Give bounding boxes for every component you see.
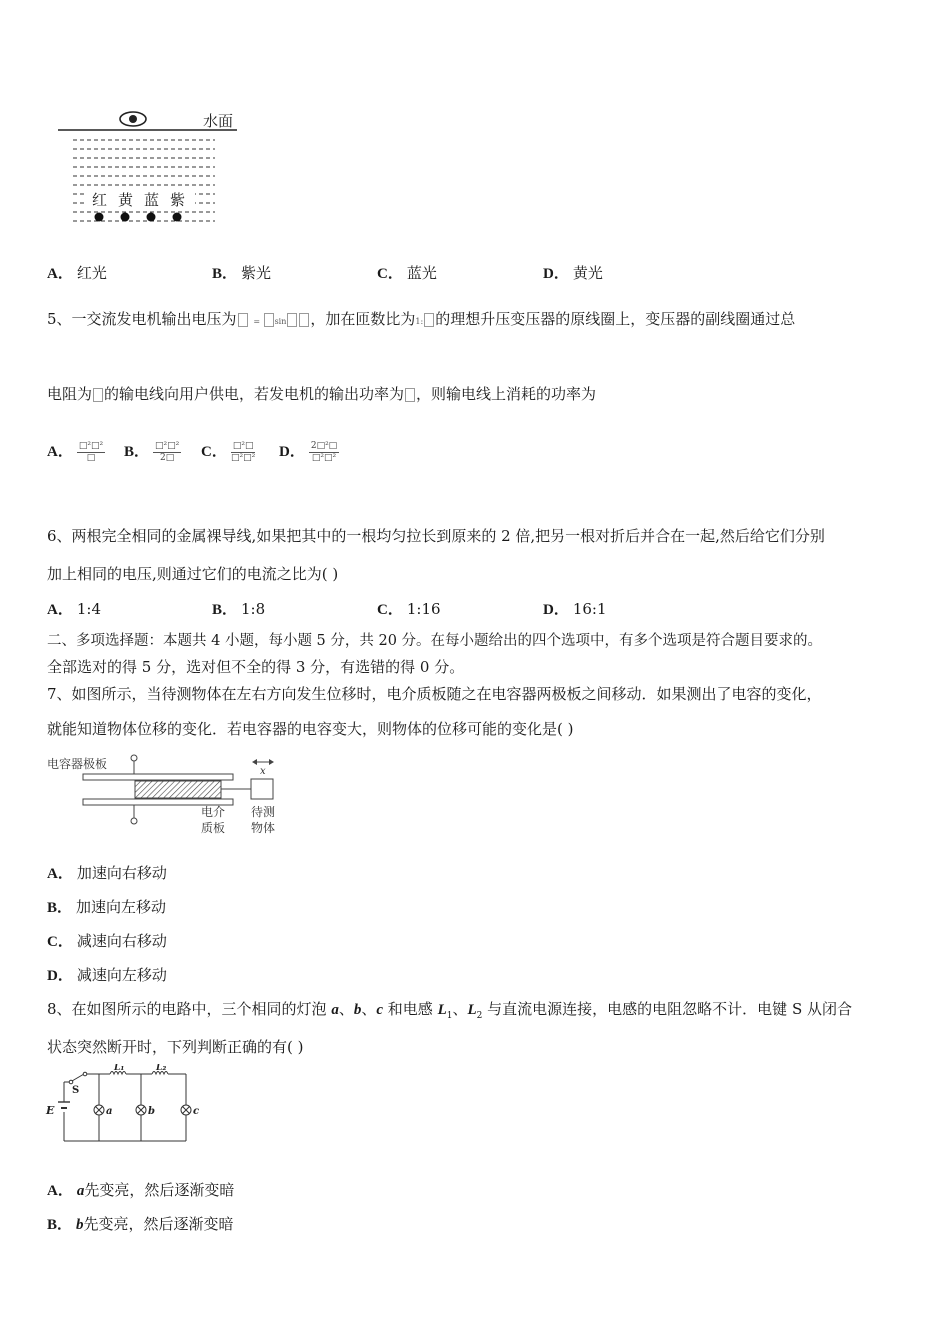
inductor-l1-label: L₁ — [114, 1064, 125, 1073]
q7-option-b[interactable]: B． 加速向左移动 — [47, 898, 167, 916]
source-e-label: E — [46, 1104, 55, 1117]
q6-option-a[interactable]: A． 1:4 — [47, 600, 101, 618]
q5-option-a[interactable]: A． $\frac{\text{□²□²}}{□}$ — [47, 440, 104, 463]
water-surface-figure — [55, 105, 245, 230]
capacitor-plate-label: 电容器极板 — [47, 757, 108, 771]
circuit-figure — [44, 1064, 214, 1146]
bulb-a-label: a — [106, 1106, 113, 1117]
q8-line-2: 状态突然断开时，下列判断正确的有( ) — [47, 1038, 304, 1056]
q4-option-a[interactable]: A． 红光 — [47, 264, 107, 282]
q5-line-2: 电阻为 的输电线向用户供电，若发电机的输出功率为 ，则输电线上消耗的功率为 — [47, 385, 597, 403]
object-label-2: 物体 — [251, 821, 276, 835]
section2-line-1: 二、多项选择题：本题共 4 小题，每小题 5 分，共 20 分。在每小题给出的四个选项中，有多个选项是符合题目要求的。 — [47, 633, 823, 649]
q4-option-d[interactable]: D． 黄光 — [543, 264, 603, 282]
inductor-l2-label: L₂ — [156, 1064, 167, 1073]
color-label-blue: 蓝 — [144, 191, 160, 209]
q4-option-c[interactable]: C． 蓝光 — [377, 264, 437, 282]
q4-option-b[interactable]: B． 紫光 — [212, 264, 272, 282]
q7-option-d[interactable]: D． 减速向左移动 — [47, 966, 167, 984]
q7-line-1: 7、如图所示，当待测物体在左右方向发生位移时，电介质板随之在电容器两极板之间移动．如果测出了电容的变化， — [47, 685, 822, 703]
bulb-b-icon — [136, 1105, 146, 1115]
q6-line-1: 6、两根完全相同的金属裸导线,如果把其中的一根均匀拉长到原来的 2 倍,把另一根对折后并合在一起,然后给它们分别 — [47, 527, 825, 545]
section2-line-2: 全部选对的得 5 分，选对但不全的得 3 分，有选错的得 0 分。 — [47, 658, 465, 676]
q8-option-a[interactable]: A． a先变亮，然后逐渐变暗 — [47, 1181, 235, 1199]
q8-option-b[interactable]: B． b先变亮，然后逐渐变暗 — [47, 1215, 234, 1233]
q5-option-c-formula: $\frac{\text{□²□}}{\text{□²□²}}$ — [231, 440, 256, 463]
q7-option-a[interactable]: A． 加速向右移动 — [47, 864, 167, 882]
q5-line-1: 5、一交流发电机输出电压为 = sin ，加在匝数比为1: 的理想升压变压器的原线圈上，变压器的副线圈通过总 — [47, 310, 796, 328]
q6-option-c[interactable]: C． 1:16 — [377, 600, 441, 618]
color-label-yellow: 黄 — [118, 191, 134, 209]
capacitor-figure — [45, 752, 290, 840]
q6-option-b[interactable]: B． 1:8 — [212, 600, 266, 618]
q5-option-a-formula: $\frac{\text{□²□²}}{□}$ — [78, 440, 104, 463]
dielectric-label-1: 电介 — [201, 805, 226, 819]
q7-line-2: 就能知道物体位移的变化．若电容器的电容变大，则物体的位移可能的变化是( ) — [47, 720, 574, 738]
q5-option-c[interactable]: C． $\frac{\text{□²□}}{\text{□²□²}}$ — [201, 440, 256, 463]
bulb-c-label: c — [193, 1106, 200, 1117]
water-surface-label: 水面 — [203, 112, 234, 130]
object-label-1: 待测 — [251, 805, 276, 819]
q5-option-d-formula: $\frac{\text{2□²□}}{\text{□²□²}}$ — [310, 440, 338, 463]
q5-option-d[interactable]: D． $\frac{\text{2□²□}}{\text{□²□²}}$ — [279, 440, 338, 463]
q8-line-1: 8、在如图所示的电路中，三个相同的灯泡 a、b、c 和电感 $L_1$、$L_2$ 与直流电源连接，电感的电阻忽略不计．电键 S 从闭合 — [47, 1000, 852, 1021]
displacement-x-label: x — [260, 766, 266, 777]
q5-option-b-formula: $\frac{\text{□²□²}}{2□}$ — [155, 440, 180, 463]
q5-option-b[interactable]: B． $\frac{\text{□²□²}}{2□}$ — [124, 440, 180, 463]
bulb-b-label: b — [148, 1106, 155, 1117]
eye-icon — [120, 112, 146, 126]
bulb-a-icon — [94, 1105, 104, 1115]
dielectric-label-2: 质板 — [201, 821, 226, 835]
q6-line-2: 加上相同的电压,则通过它们的电流之比为( ) — [47, 565, 339, 583]
color-label-red: 红 — [92, 191, 108, 209]
bulb-c-icon — [181, 1105, 191, 1115]
q7-option-c[interactable]: C． 减速向右移动 — [47, 932, 167, 950]
q6-option-d[interactable]: D． 16:1 — [543, 600, 607, 618]
switch-s-label: S — [72, 1085, 80, 1096]
color-label-violet: 紫 — [170, 191, 186, 209]
